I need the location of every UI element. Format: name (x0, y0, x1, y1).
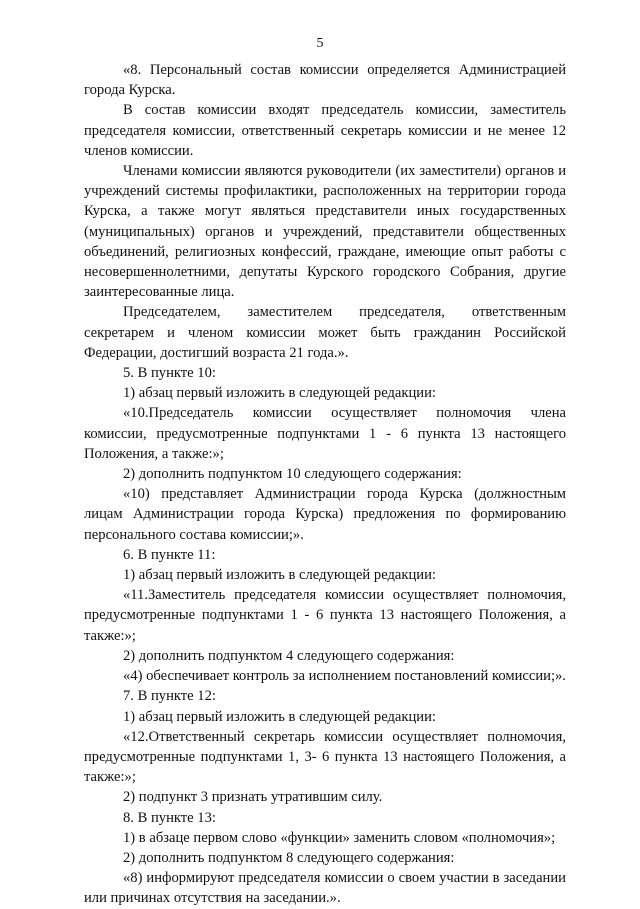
paragraph-subclause-8: «8) информируют председателя комиссии о своем участии в заседании или причинах отсутствия на заседании.». (84, 870, 566, 907)
paragraph-item-7-1: 1) абзац первый изложить в следующей редакции: (123, 708, 436, 725)
paragraph-clause-8: «8. Персональный состав комиссии определяется Администрацией города Курска. (84, 62, 566, 99)
paragraph-item-6: 6. В пункте 11: (123, 546, 216, 563)
paragraph-clause-10: «10.Председатель комиссии осуществляет полномочия члена комиссии, предусмотренные подпунктами 1 - 6 пункта 13 настоящего Положения, а также:»; (84, 405, 566, 462)
paragraph-item-8-2: 2) дополнить подпунктом 8 следующего содержания: (123, 849, 455, 866)
paragraph-clause-11: «11.Заместитель председателя комиссии осуществляет полномочия, предусмотренные подпунктами 1 - 6 пункта 13 настоящего Положения, а также:»; (84, 587, 566, 644)
paragraph-members: Членами комиссии являются руководители (их заместители) органов и учреждений системы профилактики, расположенных на территории города Курска, а также могут являться представители иных государственных (муниципальных) органов и учреждений, представители общественных объединений, религиозных конфессий, граждане, имеющие опыт работы с несовершеннолетними, депутаты Курского городского Собрания, другие заинтересованные лица. (84, 163, 566, 301)
paragraph-item-6-1: 1) абзац первый изложить в следующей редакции: (123, 567, 436, 584)
paragraph-item-5-2: 2) дополнить подпунктом 10 следующего содержания: (123, 466, 462, 483)
paragraph-item-8: 8. В пункте 13: (123, 809, 216, 826)
paragraph-item-7-2: 2) подпункт 3 признать утратившим силу. (123, 789, 383, 806)
paragraph-composition: В состав комиссии входят председатель комиссии, заместитель председателя комиссии, ответственный секретарь комиссии и не менее 12 членов комиссии. (84, 102, 566, 159)
paragraph-item-5-1: 1) абзац первый изложить в следующей редакции: (123, 385, 436, 402)
paragraph-item-6-2: 2) дополнить подпунктом 4 следующего содержания: (123, 647, 455, 664)
paragraph-clause-12: «12.Ответственный секретарь комиссии осуществляет полномочия, предусмотренные подпунктами 1, 3- 6 пункта 13 настоящего Положения, а также:»; (84, 728, 566, 786)
paragraph-item-7: 7. В пункте 12: (123, 688, 216, 705)
page-number: 5 (316, 36, 324, 51)
paragraph-subclause-4: «4) обеспечивает контроль за исполнением постановлений комиссии;». (123, 668, 566, 685)
document-body (84, 60, 566, 909)
paragraph-subclause-10: «10) представляет Администрации города Курска (должностным лицам Администрации города Курска) предложения по формированию персонального состава комиссии;». (84, 486, 566, 543)
paragraph-item-8-1: 1) в абзаце первом слово «функции» заменить словом «полномочия»; (123, 829, 556, 846)
paragraph-citizenship: Председателем, заместителем председателя, ответственным секретарем и членом комиссии может быть гражданин Российской Федерации, достигший возраста 21 года.». (84, 304, 566, 361)
paragraph-item-5: 5. В пункте 10: (123, 365, 216, 382)
